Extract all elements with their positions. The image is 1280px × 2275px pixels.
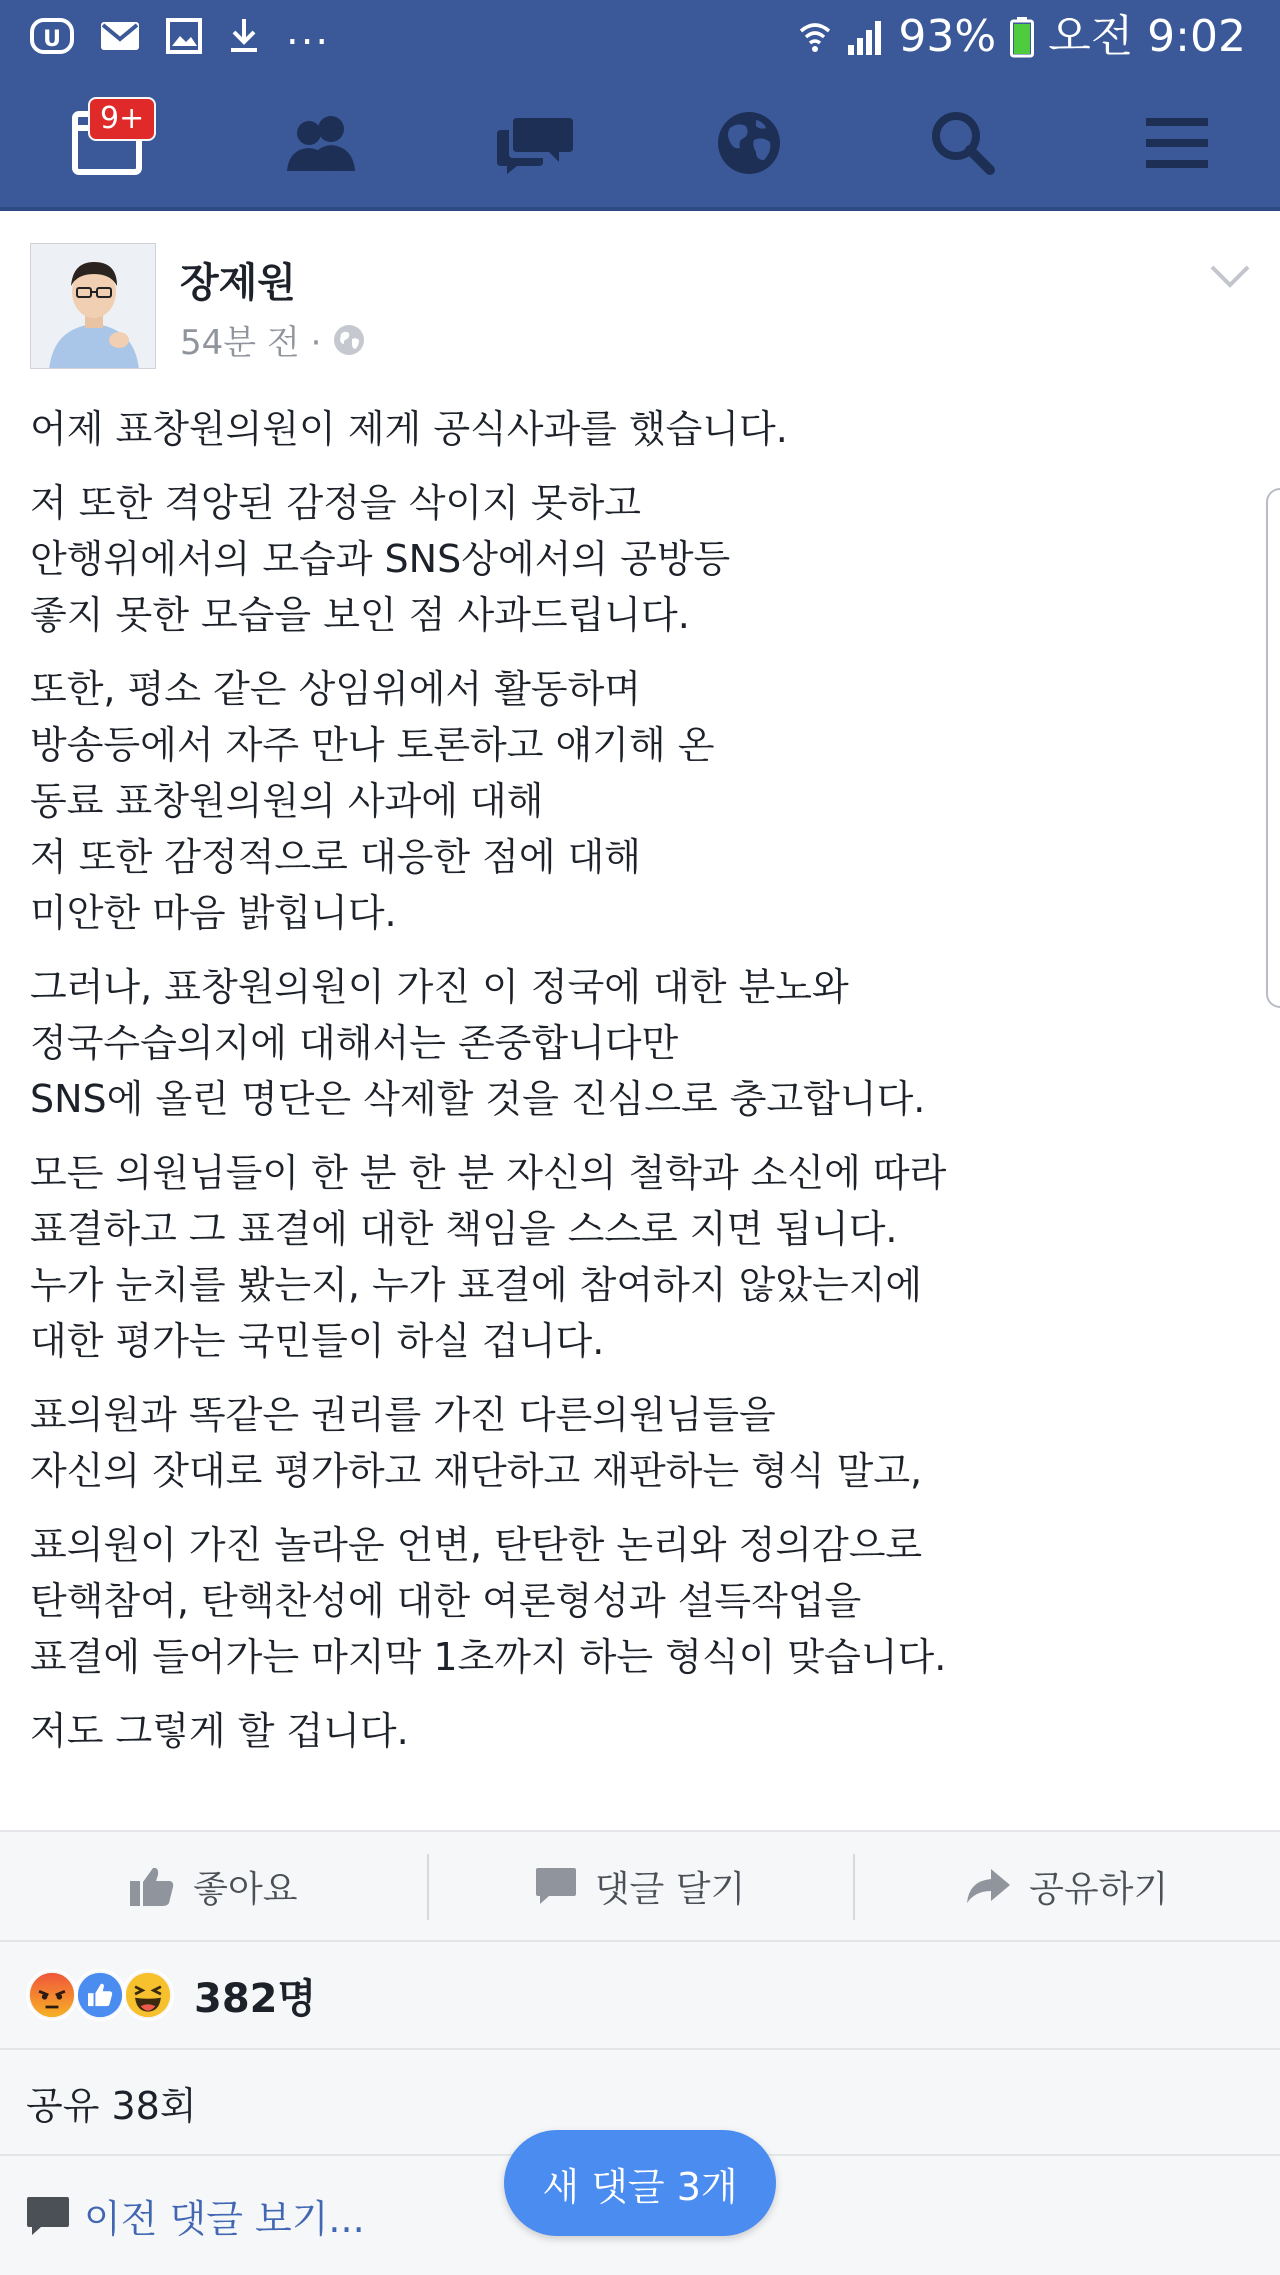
comment-icon xyxy=(535,1866,577,1906)
new-comments-button[interactable] xyxy=(504,2130,776,2236)
reaction-count: 382명 xyxy=(194,1975,317,2022)
more-notifications: ... xyxy=(286,8,331,54)
image-icon xyxy=(166,18,202,54)
nav-menu[interactable] xyxy=(1132,103,1222,183)
post-paragraph: 저 또한 격앙된 감정을 삭이지 못하고 안행위에서의 모습과 SNS상에서의 공방등 좋지 못한 모습을 보인 점 사과드립니다. xyxy=(30,481,731,637)
top-nav-bar xyxy=(0,75,1280,211)
svg-text:U: U xyxy=(43,27,61,52)
share-count: 공유 38회 xyxy=(26,2083,197,2128)
comment-label: 댓글 달기 xyxy=(594,1868,746,1910)
share-button[interactable] xyxy=(853,1832,1280,1940)
nav-messages[interactable] xyxy=(490,103,580,183)
messages-icon xyxy=(495,112,575,174)
scroll-indicator[interactable] xyxy=(1266,488,1280,1008)
angry-reaction-icon xyxy=(26,1969,78,2021)
new-comments-label: 새 댓글 3개 xyxy=(542,2164,738,2209)
globe-privacy-icon xyxy=(333,324,365,356)
author-name[interactable]: 장제원 xyxy=(180,260,296,306)
post-body xyxy=(30,401,1240,1777)
mail-icon xyxy=(100,20,140,52)
reaction-icons xyxy=(26,1967,176,2023)
friends-icon xyxy=(281,113,361,173)
previous-comments-label: 이전 댓글 보기... xyxy=(84,2197,365,2241)
search-icon xyxy=(930,110,996,176)
comment-button[interactable] xyxy=(427,1832,854,1940)
haha-reaction-icon xyxy=(122,1969,174,2021)
post-paragraph: 그러나, 표창원의원이 가진 이 정국에 대한 분노와 정국수습의지에 대해서는 존중합니다만 SNS에 올린 명단은 삭제할 것을 진심으로 충고합니다. xyxy=(30,965,926,1121)
thumbs-up-icon xyxy=(129,1865,175,1907)
battery-percent: 93% xyxy=(898,11,997,62)
comment-bubble-icon xyxy=(26,2195,70,2237)
nav-friends[interactable] xyxy=(276,103,366,183)
battery-icon xyxy=(1010,16,1034,58)
post-paragraph: 표의원과 똑같은 권리를 가진 다른의원님들을 자신의 잣대로 평가하고 재단하고 재판하는 형식 말고, xyxy=(30,1393,923,1493)
globe-icon xyxy=(716,110,782,176)
post-paragraph: 어제 표창원의원이 제게 공식사과를 했습니다. xyxy=(30,407,788,451)
wifi-icon xyxy=(798,17,832,57)
clock: 오전 9:02 xyxy=(1048,11,1246,62)
status-bar xyxy=(0,0,1280,75)
chevron-down-icon[interactable] xyxy=(1208,263,1252,291)
post-paragraph: 저도 그렇게 할 겁니다. xyxy=(30,1709,409,1753)
signal-icon xyxy=(846,17,884,57)
post-paragraph: 표의원이 가진 놀라운 언변, 탄탄한 논리와 정의감으로 탄핵참여, 탄핵찬성에 대한 여론형성과 설득작업을 표결에 들어가는 마지막 1초까지 하는 형식이 맞습니다. xyxy=(30,1523,947,1679)
share-arrow-icon xyxy=(965,1867,1011,1905)
avatar[interactable] xyxy=(30,243,156,369)
post-time[interactable]: 54분 전 · xyxy=(180,323,322,363)
like-label: 좋아요 xyxy=(193,1868,298,1910)
share-label: 공유하기 xyxy=(1029,1868,1169,1910)
nav-search[interactable] xyxy=(918,103,1008,183)
reactions-summary[interactable] xyxy=(0,1942,1280,2050)
post-actions xyxy=(0,1830,1280,1942)
post-meta xyxy=(180,315,365,364)
notification-badge: 9+ xyxy=(88,97,156,141)
app-icon xyxy=(30,14,74,58)
download-icon xyxy=(228,17,260,55)
menu-icon xyxy=(1144,116,1210,170)
post-paragraph: 또한, 평소 같은 상임위에서 활동하며 방송등에서 자주 만나 토론하고 얘기해 온 동료 표창원의원의 사과에 대해 저 또한 감정적으로 대응한 점에 대해 미안한 마음 밝힙니다. xyxy=(30,667,715,935)
post-paragraph: 모든 의원님들이 한 분 한 분 자신의 철학과 소신에 따라 표결하고 그 표결에 대한 책임을 스스로 지면 됩니다. 누가 눈치를 봤는지, 누가 표결에 참여하지 않았는지에 대한 평가는 국민들이 하실 겁니다. xyxy=(30,1151,947,1363)
nav-notifications-globe[interactable] xyxy=(704,103,794,183)
like-button[interactable] xyxy=(0,1832,427,1940)
like-reaction-icon xyxy=(74,1969,126,2021)
status-left xyxy=(30,8,331,58)
profile-photo xyxy=(31,244,156,369)
status-right xyxy=(798,12,1246,62)
